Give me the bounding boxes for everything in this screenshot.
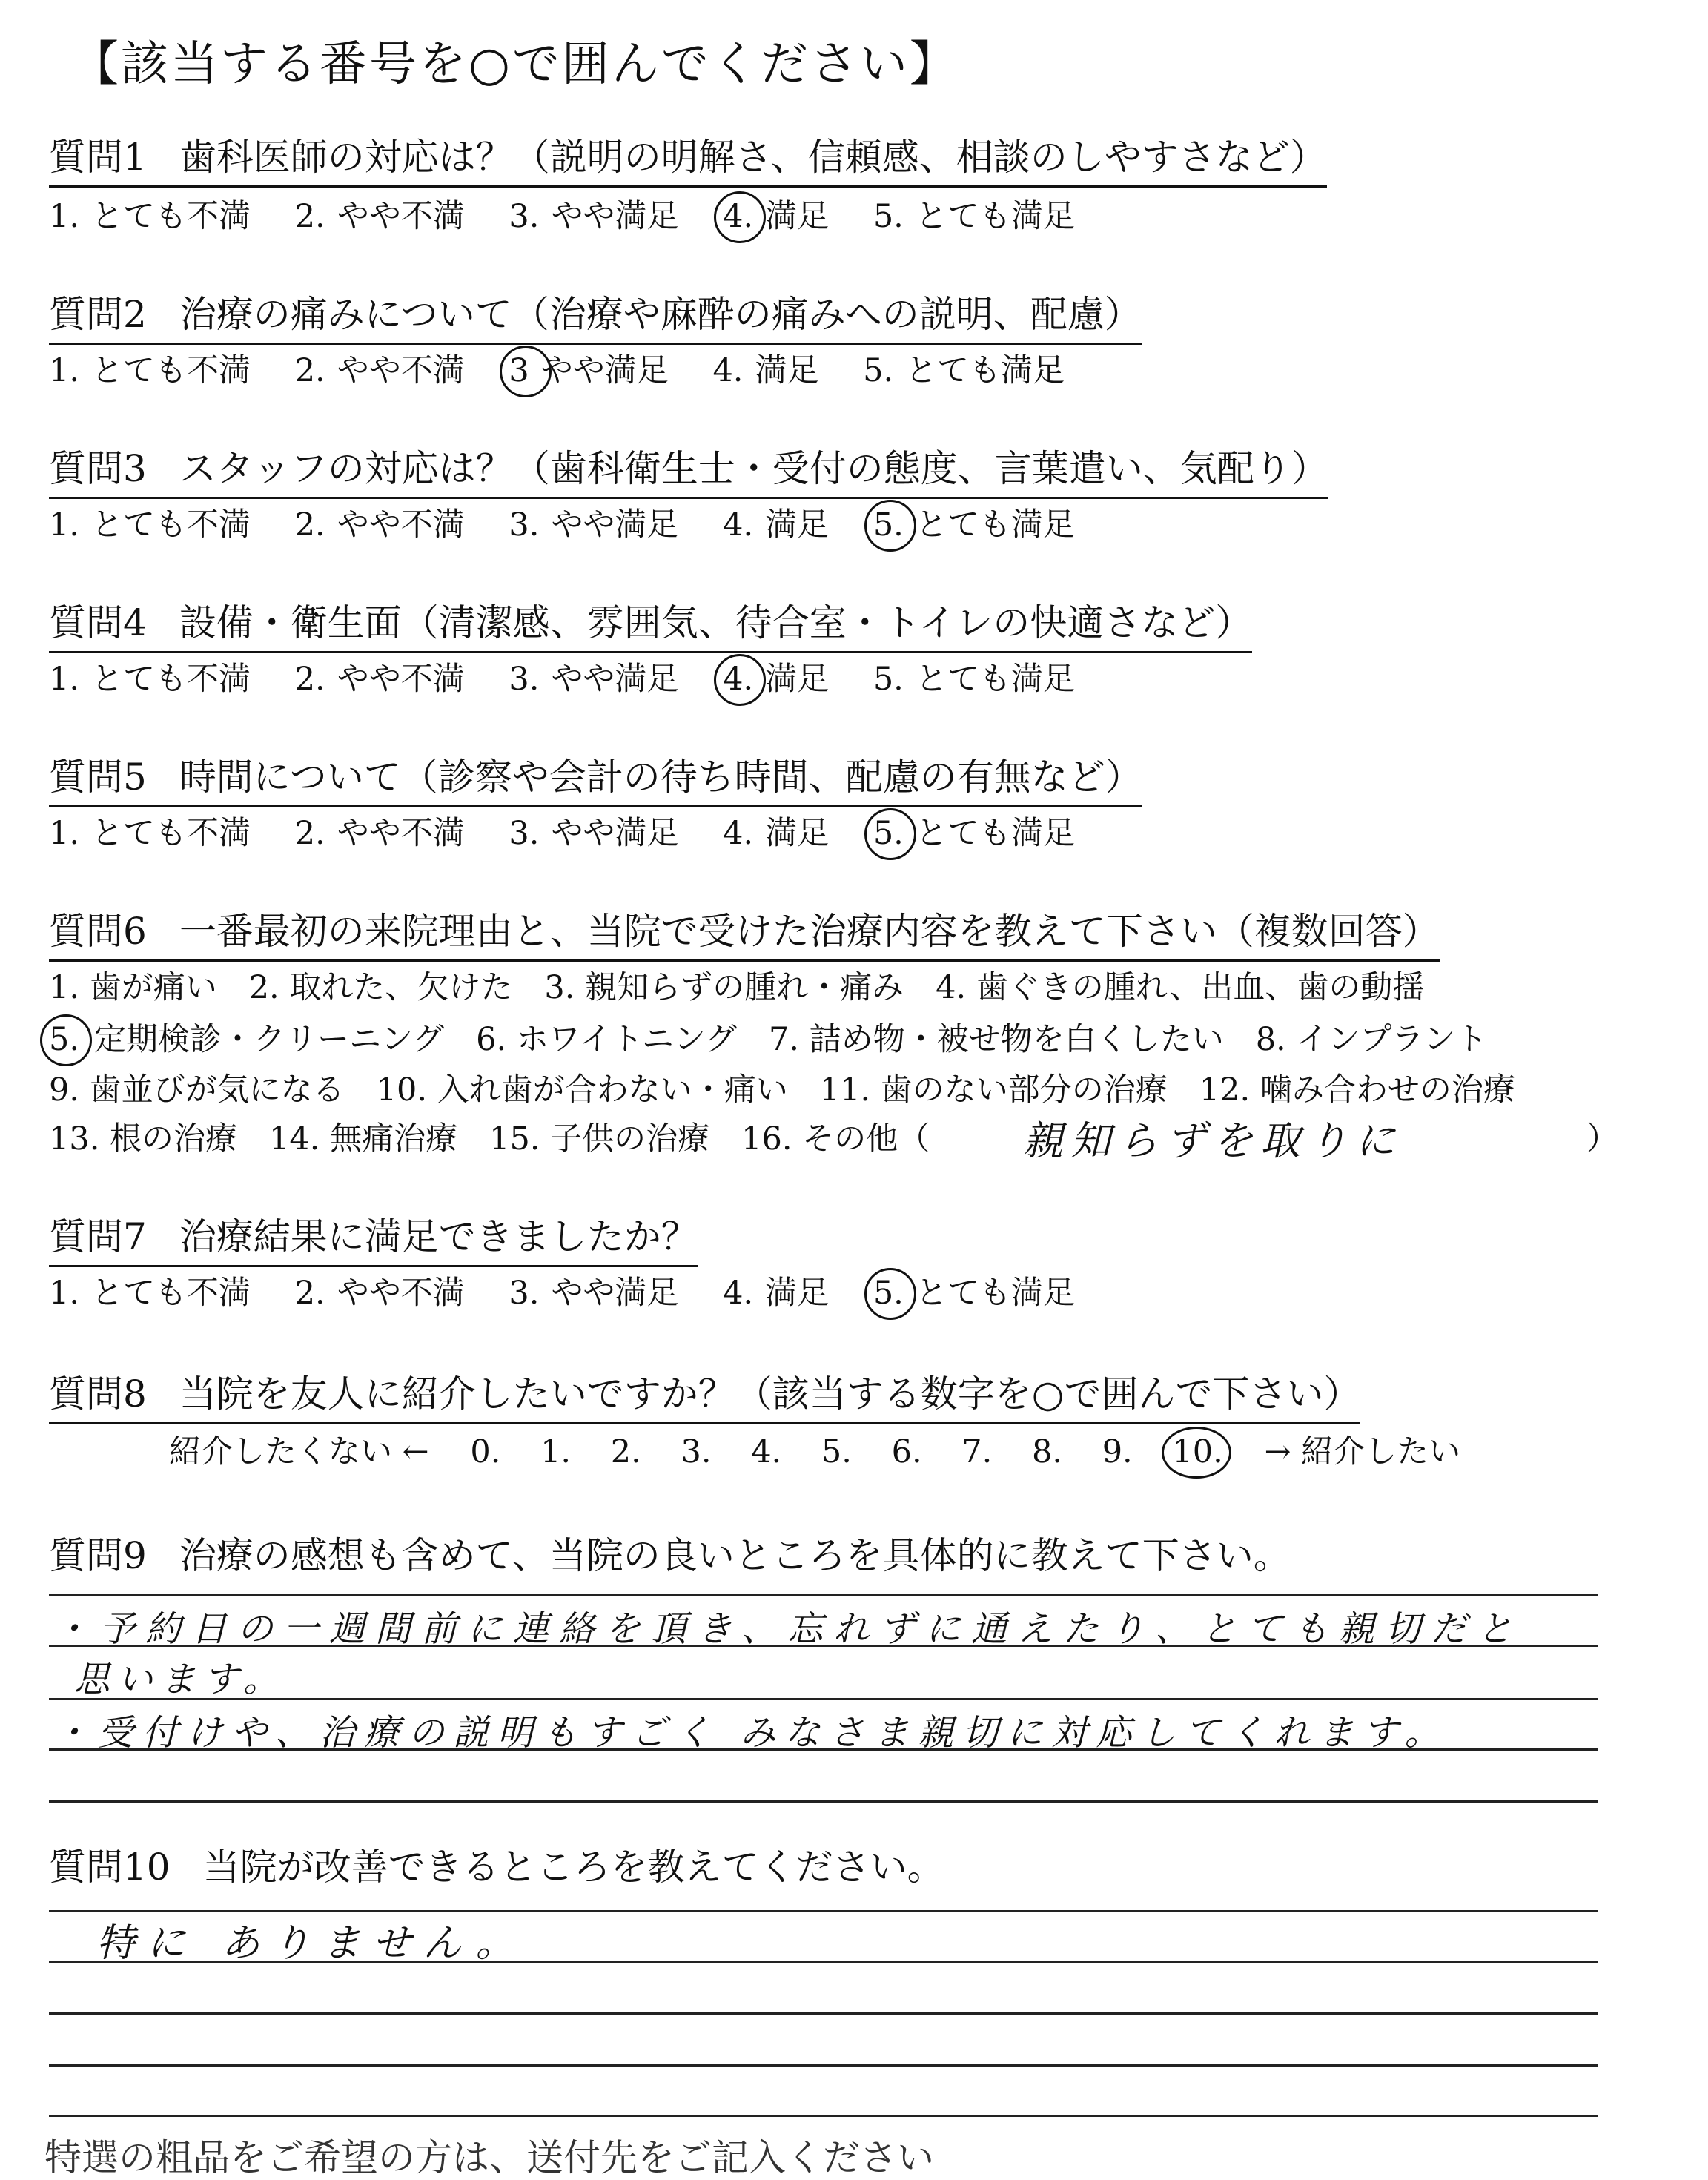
question-label: 質問9 (49, 1534, 147, 1577)
question-6-heading (49, 906, 1440, 962)
scale-0[interactable]: 0. (470, 1433, 501, 1470)
answer-line (49, 2064, 1598, 2067)
question-4-heading (49, 598, 1252, 653)
question-text: 歯科医師の対応は？（説明の明解さ、信頼感、相談のしやすさなど） (179, 136, 1327, 179)
option-3[interactable]: 3. やや満足 (509, 198, 679, 235)
scale-9[interactable]: 9. (1102, 1433, 1133, 1470)
scale-3[interactable]: 3. (681, 1433, 712, 1470)
question-label: 質問1 (49, 136, 147, 179)
scale-right-label: → 紹介したい (1264, 1433, 1461, 1470)
question-text: 当院が改善できるところを教えてください。 (202, 1846, 944, 1889)
scale-6[interactable]: 6. (891, 1433, 922, 1470)
question-label: 質問6 (49, 910, 147, 953)
footer-cut-text: 特選の粗品をご希望の方は、送付先をご記入ください (44, 2136, 934, 2179)
question-text: スタッフの対応は？（歯科衛生士・受付の態度、言葉遣い、気配り） (179, 447, 1328, 490)
question-label: 質問10 (49, 1846, 171, 1889)
handwritten-answer-line-2[interactable]: 思います。 (74, 1659, 287, 1700)
option-3[interactable]: 3. やや満足 (509, 1275, 679, 1312)
option-1[interactable]: 1. とても不満 (49, 815, 251, 852)
option-4-selected[interactable]: 4. 満足 (723, 657, 829, 701)
other-handwritten-answer[interactable]: 親知らずを取りに (1023, 1117, 1403, 1164)
handwritten-answer-line-3[interactable]: ・受付けや、治療の説明もすごく みなさま親切に対応してくれます。 (53, 1712, 1449, 1754)
question-label: 質問4 (49, 601, 147, 644)
question-10-heading (49, 1842, 944, 1892)
option-3[interactable]: 3. やや満足 (509, 661, 679, 698)
option-1[interactable]: 1. とても不満 (49, 1275, 251, 1312)
question-6-row-2[interactable] (49, 1017, 1487, 1062)
question-3-heading (49, 443, 1328, 499)
answer-line (49, 1800, 1598, 1803)
option-4-selected[interactable]: 4. 満足 (723, 194, 829, 239)
question-5-options (49, 811, 1109, 856)
question-label: 質問3 (49, 447, 147, 490)
answer-line (49, 2115, 1598, 2117)
option-5[interactable]: 5. とても満足 (873, 198, 1075, 235)
option-5-selected[interactable]: 5. とても満足 (873, 811, 1075, 856)
option-1[interactable]: 1. とても不満 (49, 661, 251, 698)
answer-line (49, 2012, 1598, 2015)
scale-10-selected[interactable]: 10. (1172, 1430, 1222, 1474)
question-text: 設備・衛生面（清潔感、雰囲気、待合室・トイレの快適さなど） (179, 601, 1253, 644)
question-text: 治療結果に満足できましたか？ (179, 1215, 698, 1258)
answer-line (49, 1594, 1598, 1596)
question-1-heading (49, 132, 1327, 188)
question-5-heading (49, 752, 1142, 807)
option-2[interactable]: 2. やや不満 (294, 661, 465, 698)
option-4[interactable]: 4. 満足 (723, 815, 830, 852)
question-7-options (49, 1271, 1109, 1315)
question-6-row-1[interactable]: 1. 歯が痛い 2. 取れた、欠けた 3. 親知らずの腫れ・痛み 4. 歯ぐきの腫れ、出血、歯の動揺 (49, 969, 1425, 1006)
question-label: 質問2 (49, 293, 147, 336)
question-4-options (49, 657, 1109, 701)
question-9-heading (49, 1530, 1291, 1581)
option-5-selected[interactable]: 5. とても満足 (873, 1271, 1075, 1315)
scale-left-label: 紹介したくない ← (169, 1433, 429, 1470)
recommend-scale (153, 1430, 1477, 1474)
scale-7[interactable]: 7. (961, 1433, 993, 1470)
option-3[interactable]: 3. やや満足 (509, 506, 679, 544)
option-4[interactable]: 4. 満足 (723, 506, 830, 544)
question-1-options (49, 194, 1109, 239)
question-text: 当院を友人に紹介したいですか？（該当する数字を○で囲んで下さい） (179, 1373, 1361, 1416)
scale-8[interactable]: 8. (1032, 1433, 1063, 1470)
option-2[interactable]: 2. やや不満 (294, 1275, 465, 1312)
option-4[interactable]: 4. 満足 (723, 1275, 830, 1312)
question-label: 質問7 (49, 1215, 147, 1258)
option-1[interactable]: 1. とても不満 (49, 506, 251, 544)
question-8-heading (49, 1369, 1360, 1424)
option-5-selected[interactable]: 5. (49, 1017, 91, 1062)
option-2[interactable]: 2. やや不満 (294, 198, 465, 235)
question-text: 治療の感想も含めて、当院の良いところを具体的に教えて下さい。 (179, 1534, 1291, 1577)
option-2[interactable]: 2. やや不満 (294, 352, 465, 389)
question-6-row-4[interactable]: 13. 根の治療 14. 無痛治療 15. 子供の治療 16. その他（ (49, 1120, 930, 1157)
option-2[interactable]: 2. やや不満 (294, 815, 465, 852)
question-3-options (49, 503, 1109, 547)
option-5[interactable]: 5. とても満足 (873, 661, 1075, 698)
option-5-selected[interactable]: 5. とても満足 (873, 503, 1075, 547)
scale-5[interactable]: 5. (821, 1433, 852, 1470)
page-title: 【該当する番号を○で囲んでください】 (71, 37, 959, 92)
question-text: 時間について（診察や会計の待ち時間、配慮の有無など） (179, 756, 1142, 799)
question-2-options (49, 349, 1099, 393)
question-text: 一番最初の来院理由と、当院で受けた治療内容を教えて下さい（複数回答） (179, 910, 1440, 953)
question-6-row-3[interactable]: 9. 歯並びが気になる 10. 入れ歯が合わない・痛い 11. 歯のない部分の治療 12. 噛み合わせの治療 (49, 1071, 1515, 1109)
option-1[interactable]: 1. とても不満 (49, 352, 251, 389)
option-5[interactable]: 5. とても満足 (863, 352, 1065, 389)
option-3[interactable]: 3. やや満足 (509, 815, 679, 852)
handwritten-improvement-answer[interactable]: 特に ありません。 (96, 1921, 526, 1966)
option-1[interactable]: 1. とても不満 (49, 198, 251, 235)
scale-1[interactable]: 1. (540, 1433, 572, 1470)
other-close-paren: ） (1586, 1120, 1618, 1157)
option-4[interactable]: 4. 満足 (712, 352, 819, 389)
row-text: 定期検診・クリーニング 6. ホワイトニング 7. 詰め物・被せ物を白くしたい 8. インプラント (94, 1021, 1488, 1058)
option-2[interactable]: 2. やや不満 (294, 506, 465, 544)
question-2-heading (49, 289, 1142, 345)
option-3-selected[interactable]: 3 やや満足 (509, 349, 668, 393)
scale-2[interactable]: 2. (610, 1433, 641, 1470)
question-label: 質問8 (49, 1373, 147, 1416)
question-7-heading (49, 1212, 698, 1267)
handwritten-answer-line-1[interactable]: ・予約日の一週間前に連絡を頂き、忘れずに通えたり、とても親切だと (53, 1608, 1523, 1650)
scale-4[interactable]: 4. (751, 1433, 782, 1470)
question-label: 質問5 (49, 756, 147, 799)
question-text: 治療の痛みについて（治療や麻酔の痛みへの説明、配慮） (179, 293, 1142, 336)
